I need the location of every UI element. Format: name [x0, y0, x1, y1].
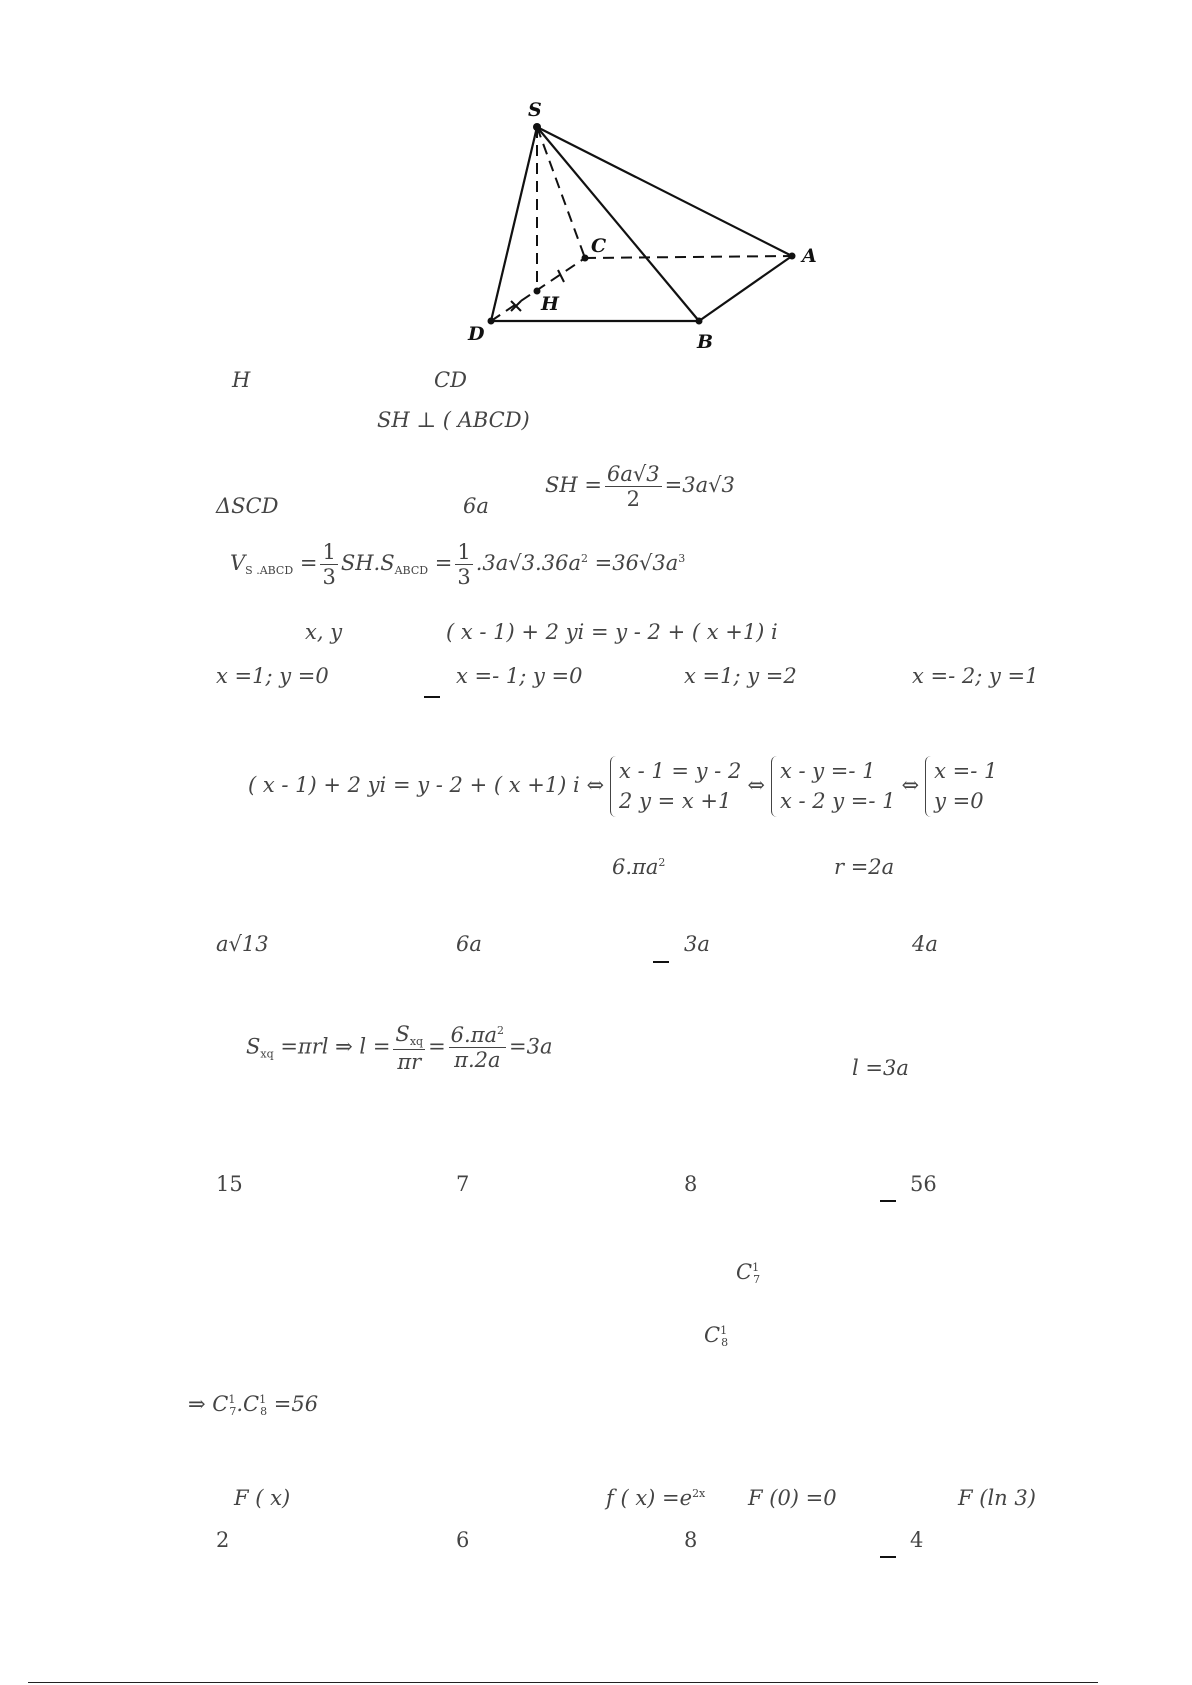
q2-answer-mark — [424, 696, 440, 698]
system-3-row-1: x =- 1 — [934, 759, 998, 783]
system-1 — [610, 756, 741, 817]
q4-result-sup1: 1 — [228, 1393, 236, 1406]
volume-formula — [230, 540, 685, 589]
edge-sb — [537, 127, 699, 321]
system-2-row-2: x - 2 y =- 1 — [779, 789, 896, 814]
q5-initial-condition: F (0) =0 — [748, 1486, 837, 1510]
q3-frac-1 — [393, 1022, 425, 1074]
system-2 — [771, 756, 896, 817]
point-a — [789, 253, 796, 260]
volume-frac-1 — [320, 540, 337, 589]
q4-result-sup2: 1 — [259, 1393, 267, 1406]
system-3-row-2: y =0 — [934, 789, 984, 814]
segment-cd-text: CD — [434, 368, 467, 392]
point-d — [488, 318, 495, 325]
label-c: C — [591, 235, 607, 257]
q3-sol-sub: xq — [260, 1047, 274, 1061]
q2-equation: ( x - 1) + 2 yi = y - 2 + ( x +1) i — [446, 620, 778, 644]
q3-option-a: a√13 — [216, 932, 269, 956]
q3-frac-1-sub: xq — [409, 1035, 424, 1048]
label-a: A — [802, 245, 817, 267]
q5-option-b: 6 — [456, 1528, 470, 1552]
iff-1: ⇔ — [747, 772, 765, 797]
volume-tail: .3a√3.36a — [475, 551, 581, 576]
point-s — [533, 123, 541, 131]
system-2-row-1: x - y =- 1 — [779, 759, 876, 783]
q4-result-pre: ⇒ C — [188, 1392, 229, 1416]
label-d: D — [468, 323, 485, 345]
q3-frac-2-sq: 2 — [497, 1024, 505, 1038]
q4-c7-sub: 7 — [753, 1273, 761, 1286]
label-b: B — [697, 331, 714, 353]
q4-result-mid: .C — [236, 1392, 260, 1416]
q5-function — [606, 1488, 705, 1509]
q4-c8 — [704, 1325, 728, 1348]
q4-option-d: 56 — [910, 1172, 937, 1196]
q3-option-d: 4a — [912, 932, 938, 956]
q3-solution — [246, 1022, 553, 1074]
q3-sol-eq: = — [428, 1034, 446, 1059]
q5-option-a: 2 — [216, 1528, 230, 1552]
frac1-den: 3 — [322, 565, 336, 590]
q3-frac-2 — [449, 1023, 506, 1072]
edge-ca-dashed — [585, 256, 792, 258]
sh-numerator: 6a√3 — [606, 462, 660, 486]
system-1-row-2: 2 y = x +1 — [619, 789, 732, 814]
q5-option-d: 4 — [910, 1528, 924, 1552]
q3-sol-mid: =πrl ⇒ l = — [280, 1034, 391, 1059]
volume-eq: = — [299, 551, 318, 576]
volume-sq: 2 — [580, 552, 588, 566]
perpendicular-statement: SH ⊥ ( ABCD) — [377, 408, 530, 432]
q2-option-c: x =1; y =2 — [684, 664, 797, 688]
q3-option-b: 6a — [456, 932, 482, 956]
volume-mid: SH.S — [340, 551, 395, 576]
volume-cube: 3 — [678, 552, 686, 566]
volume-eq2: = — [434, 551, 453, 576]
q3-area-sq: 2 — [658, 856, 666, 869]
point-b — [696, 318, 703, 325]
iff-2: ⇔ — [901, 772, 920, 797]
q4-option-c: 8 — [684, 1172, 698, 1196]
edge-ba — [699, 256, 792, 321]
sh-formula — [545, 462, 735, 511]
q3-area-text: 6.πa — [612, 855, 659, 879]
q4-option-a: 15 — [216, 1172, 243, 1196]
q3-answer: l =3a — [852, 1056, 909, 1080]
q5-query: F (ln 3) — [958, 1486, 1036, 1510]
point-h — [534, 288, 541, 295]
q3-area — [612, 857, 665, 878]
point-c — [582, 255, 589, 262]
q4-c7 — [736, 1262, 760, 1285]
q4-result-sub2: 8 — [260, 1405, 268, 1418]
q4-result-post: =56 — [273, 1392, 319, 1416]
q2-solution-lhs: ( x - 1) + 2 yi = y - 2 + ( x +1) i ⇔ — [248, 772, 605, 797]
q3-answer-mark — [653, 961, 669, 963]
volume-result: =36√3a — [594, 551, 679, 576]
q3-frac-1-num — [393, 1022, 425, 1050]
q3-frac-1-s: S — [395, 1022, 410, 1046]
q2-variables: x, y — [305, 620, 343, 644]
q4-option-b: 7 — [456, 1172, 470, 1196]
q3-sol-s: S — [246, 1034, 261, 1059]
frac1-num: 1 — [322, 540, 336, 564]
q3-frac-2-text: 6.πa — [450, 1023, 498, 1048]
q5-option-c: 8 — [684, 1528, 698, 1552]
label-h: H — [541, 293, 559, 315]
volume-sub2: ABCD — [394, 564, 429, 578]
sh-result: =3a√3 — [664, 473, 735, 498]
q5-function-text: f ( x) =e — [606, 1486, 693, 1510]
triangle-scd: ΔSCD — [216, 494, 279, 518]
side-length: 6a — [463, 494, 489, 518]
q3-radius: r =2a — [834, 855, 895, 879]
frac2-num: 1 — [457, 540, 471, 564]
q5-answer-mark — [880, 1556, 896, 1558]
volume-sub: S .ABCD — [245, 564, 294, 578]
q3-frac-2-den: π.2a — [454, 1048, 501, 1073]
q4-result — [188, 1394, 318, 1417]
point-h-text: H — [232, 368, 251, 392]
sh-lhs: SH = — [545, 473, 602, 498]
label-s: S — [528, 99, 542, 121]
volume-frac-2 — [455, 540, 472, 589]
q4-c7-sup: 1 — [752, 1261, 760, 1274]
frac2-den: 3 — [457, 565, 471, 590]
q3-sol-result: =3a — [509, 1034, 553, 1059]
q4-c8-sup: 1 — [720, 1324, 728, 1337]
system-1-row-1: x - 1 = y - 2 — [619, 759, 742, 783]
volume-v: V — [230, 551, 246, 576]
q2-option-a: x =1; y =0 — [216, 664, 329, 688]
q2-option-b: x =- 1; y =0 — [456, 664, 583, 688]
page-bottom-rule — [28, 1682, 1098, 1683]
edge-sd — [491, 127, 537, 321]
q3-frac-2-num — [449, 1023, 506, 1048]
sh-fraction — [605, 462, 662, 511]
sh-denominator: 2 — [626, 487, 640, 512]
pyramid-figure — [0, 0, 1192, 360]
edge-sa — [537, 127, 792, 256]
q4-c7-c: C — [736, 1260, 753, 1284]
q5-function-exp: 2x — [692, 1487, 706, 1500]
q3-frac-1-den: πr — [397, 1049, 422, 1074]
q2-solution — [248, 756, 1003, 817]
system-3 — [925, 756, 997, 817]
q4-result-sub1: 7 — [229, 1405, 237, 1418]
q4-answer-mark — [880, 1200, 896, 1202]
q2-option-d: x =- 2; y =1 — [912, 664, 1039, 688]
q4-c8-c: C — [704, 1323, 721, 1347]
q3-option-c: 3a — [684, 932, 710, 956]
q4-c8-sub: 8 — [721, 1336, 729, 1349]
q5-antiderivative: F ( x) — [234, 1486, 291, 1510]
